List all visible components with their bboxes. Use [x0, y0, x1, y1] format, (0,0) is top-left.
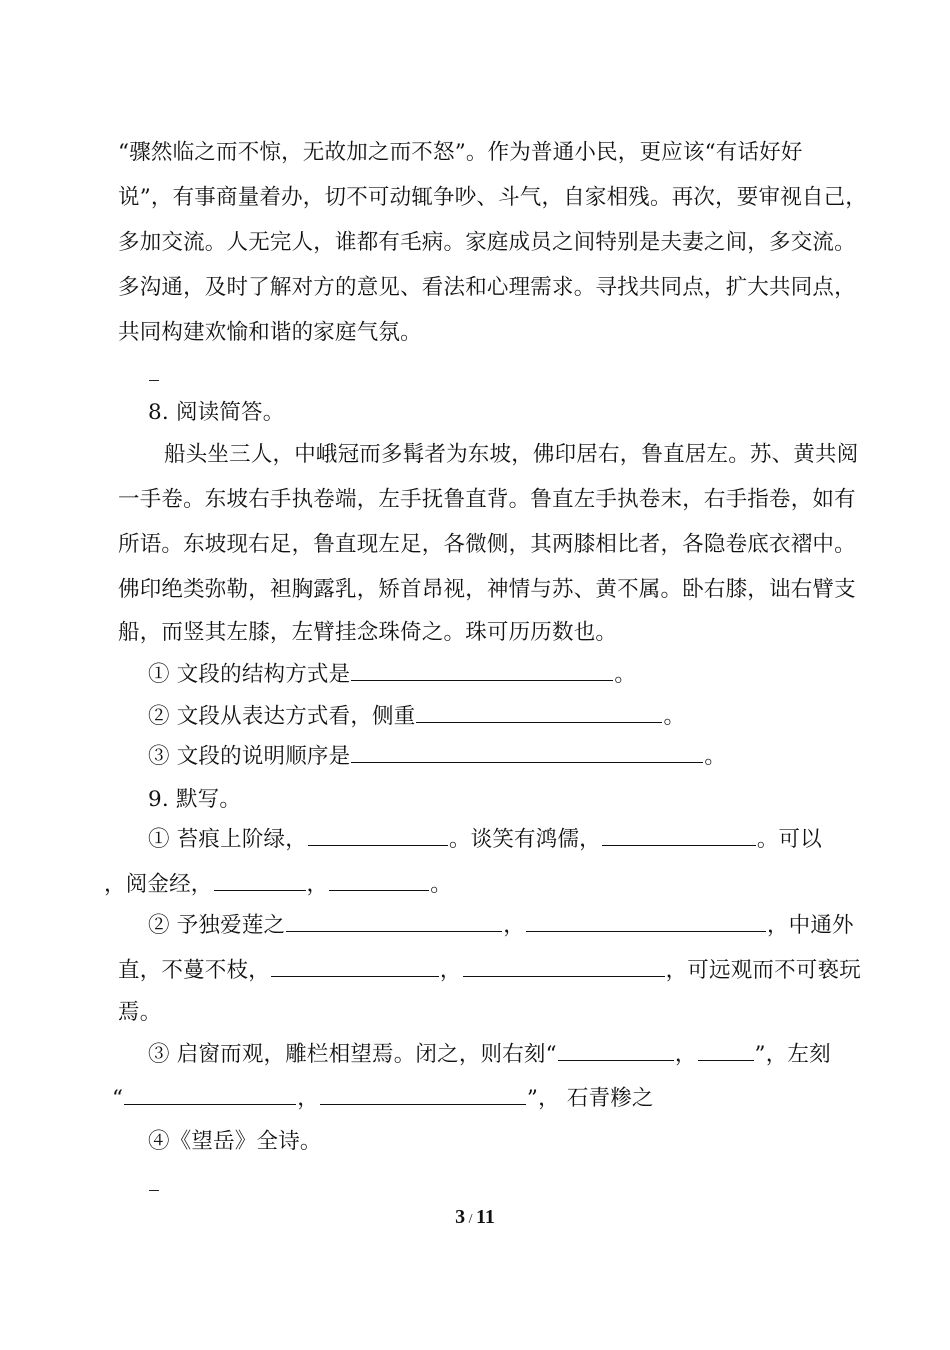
- separator-dash: [149, 1190, 159, 1191]
- answer-blank[interactable]: [351, 660, 613, 681]
- passage-line: 说”，有事商量着办，切不可动辄争吵、斗气，自家相残。再次，要审视自己，: [118, 185, 867, 210]
- separator-dash: [149, 380, 159, 381]
- q9-text: 。: [430, 872, 452, 897]
- q8-sub3-label: ③ 文段的说明顺序是: [148, 744, 351, 769]
- punctuation: 。: [614, 662, 637, 687]
- q9-text: ，: [297, 1086, 319, 1111]
- answer-blank[interactable]: [214, 870, 306, 891]
- punctuation: 。: [704, 744, 727, 769]
- q9-text: ，中通外: [766, 913, 854, 938]
- q8-passage-line: 船头坐三人，中峨冠而多髯者为东坡，佛印居右，鲁直居左。苏、黄共阅: [164, 442, 859, 467]
- answer-blank[interactable]: [416, 702, 662, 723]
- q9-text: ”， 石青糁之: [526, 1086, 654, 1111]
- q8-sub2-label: ② 文段从表达方式看，侧重: [148, 704, 416, 729]
- q9-text: ② 予独爱莲之: [148, 913, 286, 938]
- q9-sub1-cont: [104, 870, 452, 900]
- punctuation: 。: [663, 704, 686, 729]
- q9-sub2: [148, 911, 854, 941]
- q9-sub4: ④《望岳》全诗。: [148, 1129, 322, 1154]
- q8-sub1-label: ① 文段的结构方式是: [148, 662, 351, 687]
- q9-text: ③ 启窗而观，雕栏相望焉。闭之，则右刻“: [148, 1042, 557, 1067]
- page-number: [0, 1206, 950, 1229]
- q8-passage-line: 佛印绝类弥勒，袒胸露乳，矫首昂视，神情与苏、黄不属。卧右膝，诎右臂支: [118, 577, 856, 602]
- q9-sub2-cont: [118, 956, 861, 986]
- q9-text: ，: [503, 913, 525, 938]
- q8-passage-line: 一手卷。东坡右手执卷端，左手抚鲁直背。鲁直左手执卷末，右手指卷，如有: [118, 487, 856, 512]
- q9-text: ① 苔痕上阶绿，: [148, 827, 307, 852]
- q9-text: “: [112, 1086, 124, 1111]
- q9-text: ，可远观而不可亵玩: [665, 958, 861, 983]
- q9-sub3-cont: [112, 1084, 654, 1114]
- q8-sub3: [148, 742, 726, 772]
- q8-passage-line: 船，而竖其左膝，左臂挂念珠倚之。珠可历历数也。: [118, 620, 618, 645]
- passage-line: 多加交流。人无完人，谁都有毛病。家庭成员之间特别是夫妻之间，多交流。: [118, 230, 856, 255]
- passage-line: 多沟通，及时了解对方的意见、看法和心理需求。寻找共同点，扩大共同点，: [118, 275, 856, 300]
- q9-sub2-end: 焉。: [118, 1000, 162, 1025]
- answer-blank[interactable]: [558, 1040, 674, 1061]
- answer-blank[interactable]: [526, 911, 766, 932]
- answer-blank[interactable]: [602, 825, 756, 846]
- q9-text: ”，左刻: [754, 1042, 831, 1067]
- passage-line: 共同构建欢愉和谐的家庭气氛。: [118, 320, 422, 345]
- total-pages: 11: [475, 1206, 495, 1228]
- question-8-title: 8. 阅读简答。: [148, 400, 285, 425]
- answer-blank[interactable]: [329, 870, 429, 891]
- current-page: 3: [455, 1206, 466, 1228]
- answer-blank[interactable]: [124, 1084, 296, 1105]
- answer-blank[interactable]: [271, 956, 439, 977]
- answer-blank[interactable]: [463, 956, 665, 977]
- answer-blank[interactable]: [308, 825, 448, 846]
- answer-blank[interactable]: [698, 1040, 754, 1061]
- answer-blank[interactable]: [286, 911, 502, 932]
- answer-blank[interactable]: [320, 1084, 526, 1105]
- q8-sub1: [148, 660, 636, 690]
- q9-text: 。可以: [756, 827, 822, 852]
- passage-line: “骤然临之而不惊，无故加之而不怒”。作为普通小民，更应该“有话好好: [118, 140, 803, 165]
- q9-sub3: [148, 1040, 831, 1070]
- page-separator: /: [465, 1212, 476, 1227]
- question-9-title: 9. 默写。: [148, 787, 242, 812]
- q9-text: ，: [306, 872, 329, 897]
- answer-blank[interactable]: [351, 742, 703, 763]
- q9-text: ，: [439, 958, 462, 983]
- q9-text: ，: [674, 1042, 697, 1067]
- q9-text: 直，不蔓不枝，: [118, 958, 270, 983]
- q9-sub1: [148, 825, 822, 855]
- q9-text: ，阅金经，: [104, 872, 213, 897]
- q9-text: 。谈笑有鸿儒，: [448, 827, 601, 852]
- q8-sub2: [148, 702, 685, 732]
- q8-passage-line: 所语。东坡现右足，鲁直现左足，各微侧，其两膝相比者，各隐卷底衣褶中。: [118, 532, 856, 557]
